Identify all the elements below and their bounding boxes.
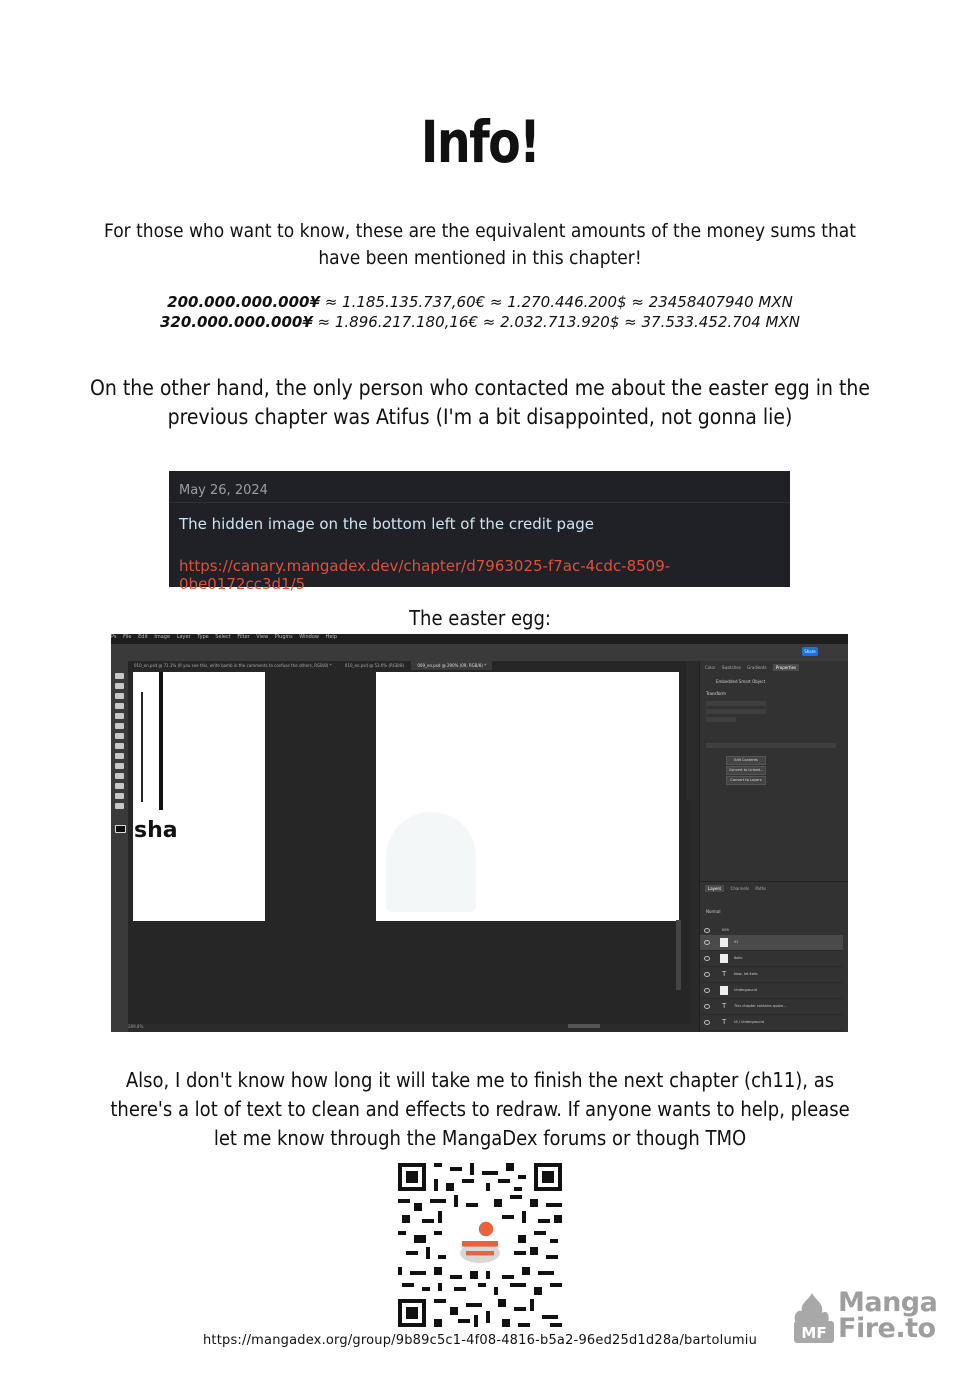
menu-item: Help — [325, 634, 337, 640]
menu-item: Window — [299, 634, 319, 640]
svg-text:MF: MF — [801, 1324, 827, 1342]
color-swatch-icon — [115, 825, 126, 833]
money-line — [0, 292, 960, 312]
panel-icons — [686, 661, 699, 801]
menu-item: Image — [154, 634, 171, 640]
share-button: Share — [802, 647, 818, 656]
zoom-tool-icon — [115, 803, 124, 809]
options-bar — [111, 644, 848, 662]
layer-name: Italic — [734, 956, 743, 960]
zoom-level: 289.8% — [128, 1024, 144, 1029]
crop-tool-icon — [115, 703, 124, 709]
intro-line: have been mentioned in this chapter! — [318, 247, 642, 269]
money-rest: ≈ 1.185.135.737,60€ ≈ 1.270.446.200$ ≈ 23458407940 MXN — [319, 293, 793, 311]
menu-item: Type — [197, 634, 209, 640]
divider — [169, 502, 790, 503]
layer-name: 01 — [734, 940, 739, 944]
qr-code — [398, 1163, 562, 1327]
hidden-image — [386, 812, 476, 912]
property-row — [706, 709, 766, 714]
menu-item: Edit — [138, 634, 148, 640]
menu-item: View — [256, 634, 269, 640]
type-tool-icon — [115, 773, 124, 779]
doc-tab: 010_en.psd @ 71.1% (If you see this, write bomb in the comments to confuse the others, RGB/8) * — [134, 663, 332, 668]
properties-panel — [699, 661, 848, 1032]
tool-bar — [111, 661, 128, 1032]
easter-egg-text — [0, 374, 960, 432]
scrollbar — [568, 1024, 600, 1028]
layer-tabs — [700, 886, 848, 895]
intro-text — [0, 218, 960, 272]
pen-tool-icon — [115, 763, 124, 769]
money-conversions — [0, 292, 960, 332]
comment-card — [169, 471, 790, 593]
layer-tab: Channels — [730, 886, 750, 891]
layer-name: UI / Underground — [734, 1020, 764, 1024]
canvas-text: sha — [134, 818, 178, 843]
layer-thumbnail — [720, 938, 728, 947]
text-layer-icon: T — [722, 970, 727, 978]
scrollbar — [676, 920, 681, 990]
intro-line: For those who want to know, these are the equivalent amounts of the money sums that — [104, 220, 856, 242]
text-layer-icon: T — [722, 1018, 727, 1026]
menu-item: Filter — [237, 634, 250, 640]
page-title: Info! — [420, 108, 540, 176]
layer-row — [700, 935, 843, 951]
comment-text: The hidden image on the bottom left of the credit page — [179, 515, 595, 533]
menu-item: File — [123, 634, 132, 640]
watermark-line: Fire.to — [838, 1313, 936, 1344]
layer-thumbnail — [720, 954, 728, 963]
group-url: https://mangadex.org/group/9b89c5c1-4f08-4816-b5a2-96ed25d1d28a/bartolumiu — [202, 1333, 758, 1348]
marquee-tool-icon — [115, 683, 124, 689]
qr-code-icon — [398, 1163, 562, 1327]
watermark-text — [838, 1287, 938, 1344]
layer-name: 009 — [722, 928, 729, 932]
photoshop-screenshot — [111, 634, 848, 1032]
status-bar — [128, 1024, 691, 1032]
layer-row — [700, 983, 843, 999]
panel-tab: Gradients — [747, 665, 767, 670]
text-layer-icon: T — [722, 1002, 727, 1010]
eye-icon — [704, 940, 710, 945]
watermark-line: Manga — [838, 1287, 938, 1318]
doc-tab: 010_en.psd @ 53.6% (RGB/8) — [344, 663, 405, 668]
easter-line: previous chapter was Atifus (I'm a bit disappointed, not gonna lie) — [167, 405, 793, 429]
money-rest: ≈ 1.896.217.180,16€ ≈ 2.032.713.920$ ≈ 37.533.452.704 MXN — [312, 313, 800, 331]
layer-thumbnail — [720, 986, 728, 995]
eyedropper-tool-icon — [115, 713, 124, 719]
doc-tab: 009_en.psd @ 290% (09, RGB/8) * — [411, 661, 492, 670]
layer-row — [700, 1015, 843, 1031]
document-tabs — [128, 661, 691, 672]
help-line: let me know through the MangaDex forums or though TMO — [213, 1126, 747, 1150]
eye-icon — [704, 928, 710, 933]
hand-tool-icon — [115, 793, 124, 799]
manga-art — [133, 672, 163, 810]
properties-title: Embedded Smart Object — [716, 679, 766, 684]
easter-line: On the other hand, the only person who contacted me about the easter egg in the — [90, 376, 870, 400]
layer-tab: Paths — [755, 886, 767, 891]
layer-name: Underground — [734, 988, 757, 992]
gradient-tool-icon — [115, 753, 124, 759]
layer-name: This chapter contains quote... — [734, 1004, 787, 1008]
panel-tabs — [700, 665, 848, 674]
property-row — [706, 717, 736, 722]
money-line — [0, 312, 960, 332]
money-yen: 320.000.000.000¥ — [159, 313, 313, 331]
menu-item: Layer — [176, 634, 191, 640]
blend-mode: Normal — [706, 909, 721, 914]
convert-layers-button: Convert to Layers — [726, 776, 766, 785]
property-row — [706, 743, 836, 748]
edit-contents-button: Edit Contents — [726, 756, 766, 765]
eye-icon — [704, 956, 710, 961]
panel-tab: Properties — [773, 664, 799, 671]
menu-bar — [111, 634, 848, 644]
eye-icon — [704, 972, 710, 977]
convert-linked-button: Convert to Linked... — [726, 766, 766, 775]
help-request-text — [0, 1066, 960, 1153]
comment-link[interactable]: https://canary.mangadex.dev/chapter/d7963025-f7ac-4cdc-8509-0be0172cc3d1/5 — [179, 557, 671, 593]
eye-icon — [704, 988, 710, 993]
layer-row — [700, 999, 843, 1015]
money-yen: 200.000.000.000¥ — [167, 293, 320, 311]
stamp-tool-icon — [115, 733, 124, 739]
lasso-tool-icon — [115, 693, 124, 699]
easter-egg-label: The easter egg: — [409, 606, 551, 630]
canvas-page-left — [133, 672, 265, 921]
comment-date: May 26, 2024 — [179, 483, 268, 498]
eye-icon — [704, 1020, 710, 1025]
panel-tab: Swatches — [721, 665, 741, 670]
menu-item: Plugins — [274, 634, 293, 640]
layer-name: Now, let italic — [734, 972, 758, 976]
mangafire-logo-icon — [788, 1291, 836, 1345]
layers-panel — [700, 881, 848, 1032]
path-tool-icon — [115, 783, 124, 789]
help-line: Also, I don't know how long it will take me to finish the next chapter (ch11), as — [125, 1068, 835, 1092]
layer-row — [700, 967, 843, 983]
brush-tool-icon — [115, 723, 124, 729]
move-tool-icon — [115, 673, 124, 679]
layer-row — [700, 951, 843, 967]
help-line: there's a lot of text to clean and effects to redraw. If anyone wants to help, please — [110, 1097, 850, 1121]
eye-icon — [704, 1004, 710, 1009]
eraser-tool-icon — [115, 743, 124, 749]
watermark — [788, 1289, 938, 1349]
menu-item: Select — [215, 634, 231, 640]
menu-item: Ps — [111, 634, 117, 640]
canvas-page-right — [376, 672, 679, 921]
transform-label: Transform — [706, 691, 726, 696]
panel-tab: Color — [705, 665, 716, 670]
layer-tab: Layers — [705, 885, 724, 892]
property-row — [706, 701, 766, 706]
